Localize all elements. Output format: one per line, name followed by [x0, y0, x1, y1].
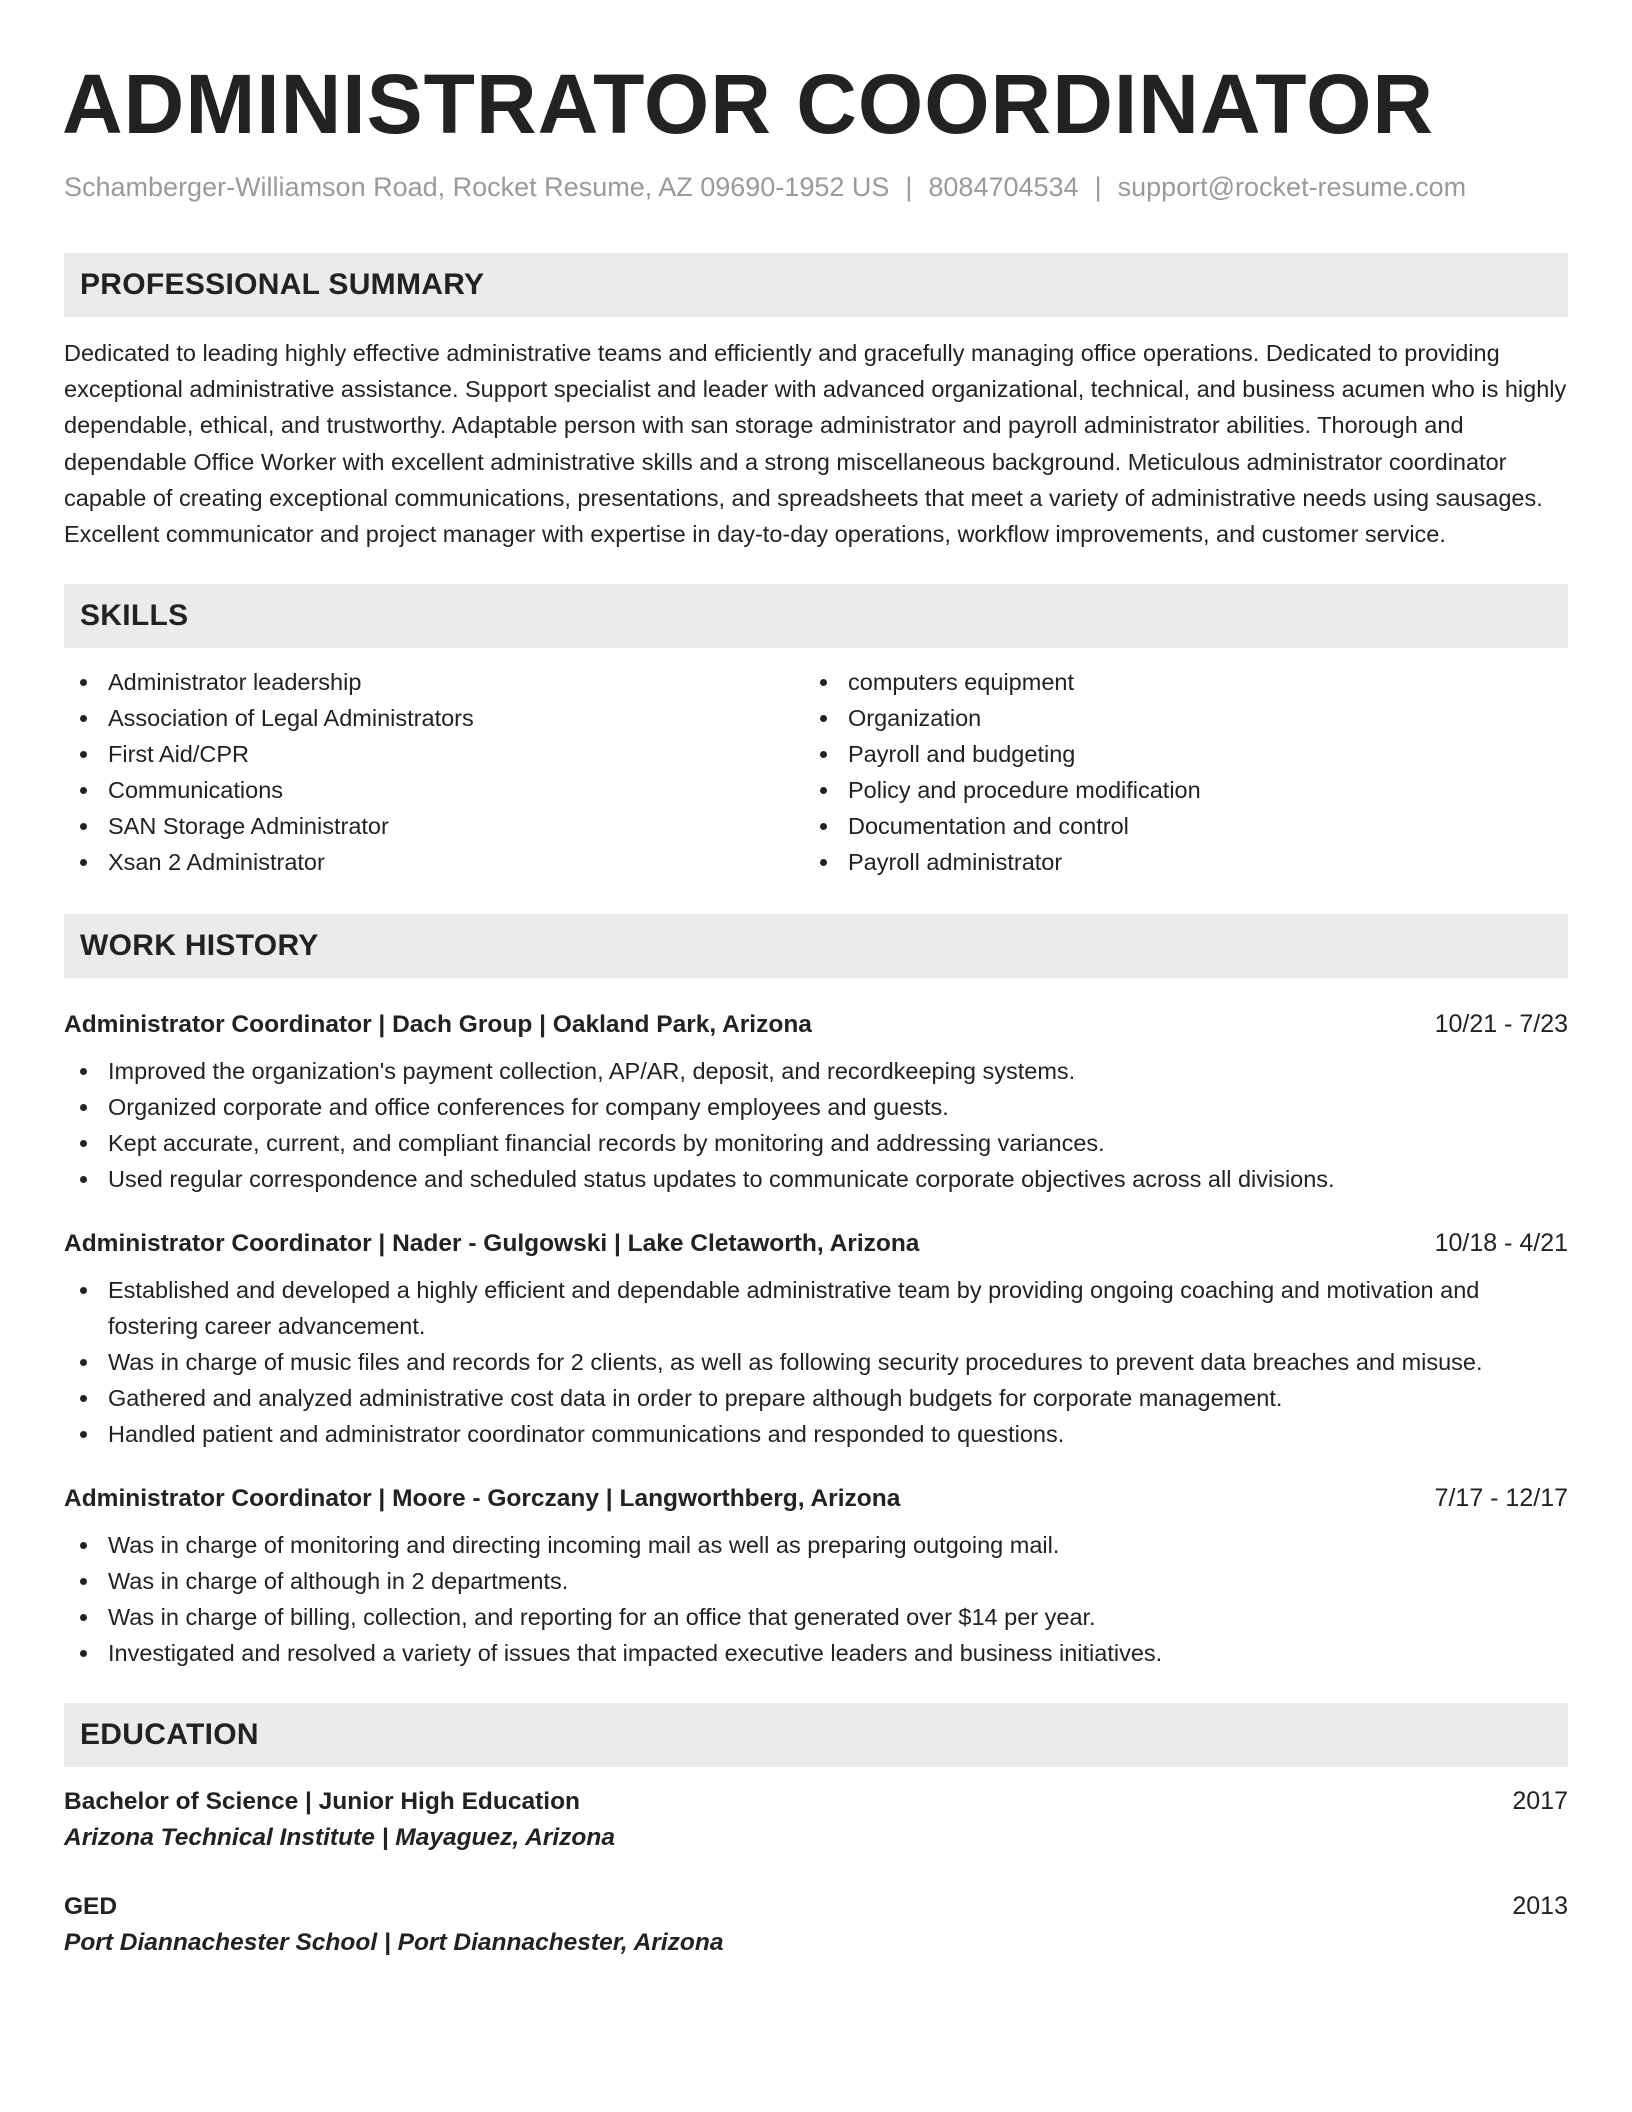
job-entry	[64, 1484, 1568, 1671]
job-heading-row	[64, 1229, 1568, 1258]
education-heading-row	[64, 1787, 1568, 1816]
contact-separator: |	[905, 172, 913, 202]
job-bullet: Used regular correspondence and scheduled status updates to communicate corporate objectives across all divisions.	[64, 1161, 1568, 1197]
job-bullet: Investigated and resolved a variety of issues that impacted executive leaders and business initiatives.	[64, 1635, 1568, 1671]
contact-email[interactable]: support@rocket-resume.com	[1117, 172, 1467, 202]
skill-item: First Aid/CPR	[64, 736, 804, 772]
contact-separator: |	[1094, 172, 1102, 202]
education-year: 2013	[1512, 1892, 1568, 1921]
section-header-education: EDUCATION	[64, 1703, 1568, 1767]
education-school: Arizona Technical Institute | Mayaguez, Arizona	[64, 1824, 615, 1852]
skills-column-left	[64, 664, 804, 880]
education-entry	[64, 1787, 1568, 1852]
skill-item: Organization	[804, 700, 1544, 736]
contact-address: Schamberger-Williamson Road, Rocket Resume, AZ 09690-1952 US	[64, 172, 890, 202]
job-bullet: Improved the organization's payment collection, AP/AR, deposit, and recordkeeping systems.	[64, 1053, 1568, 1089]
job-bullet: Gathered and analyzed administrative cost data in order to prepare although budgets for corporate management.	[64, 1380, 1568, 1416]
section-header-summary: PROFESSIONAL SUMMARY	[64, 253, 1568, 317]
job-dates: 10/18 - 4/21	[1434, 1229, 1568, 1258]
education-school: Port Diannachester School | Port Diannachester, Arizona	[64, 1929, 724, 1957]
job-bullet: Handled patient and administrator coordinator communications and responded to questions.	[64, 1416, 1568, 1452]
job-entry	[64, 1229, 1568, 1452]
education-degree: Bachelor of Science | Junior High Education	[64, 1788, 580, 1816]
skills-column-right	[804, 664, 1544, 880]
skill-item: Communications	[64, 772, 804, 808]
contact-phone: 8084704534	[928, 172, 1079, 202]
skill-item: SAN Storage Administrator	[64, 808, 804, 844]
job-title: Administrator Coordinator | Moore - Gorczany | Langworthberg, Arizona	[64, 1485, 901, 1513]
contact-line	[64, 172, 1568, 203]
job-heading-row	[64, 1010, 1568, 1039]
job-entry	[64, 1010, 1568, 1197]
skills-grid	[64, 664, 1568, 880]
job-dates: 10/21 - 7/23	[1434, 1010, 1568, 1039]
skill-item: Documentation and control	[804, 808, 1544, 844]
job-heading-row	[64, 1484, 1568, 1513]
skill-item: Payroll administrator	[804, 844, 1544, 880]
summary-text: Dedicated to leading highly effective administrative teams and efficiently and gracefully managing office operations. Dedicated to providing exceptional administrative assistance. Support specialist and leader with advanced organizational, technical, and business acumen who is highly dependable, ethical, and trustworthy. Adaptable person with san storage administrator and payroll administrator abilities. Thorough and dependable Office Worker with excellent administrative skills and a strong miscellaneous background. Meticulous administrator coordinator capable of creating exceptional communications, presentations, and spreadsheets that meet a variety of administrative needs using sausages. Excellent communicator and project manager with expertise in day-to-day operations, workflow improvements, and customer service.	[64, 340, 1567, 548]
skill-item: computers equipment	[804, 664, 1544, 700]
job-bullet: Was in charge of although in 2 departments.	[64, 1563, 1568, 1599]
job-bullets	[64, 1527, 1568, 1671]
section-header-skills: SKILLS	[64, 584, 1568, 648]
education-entry	[64, 1892, 1568, 1957]
education-year: 2017	[1512, 1787, 1568, 1816]
job-bullet: Was in charge of music files and records for 2 clients, as well as following security procedures to prevent data breaches and misuse.	[64, 1344, 1568, 1380]
education-heading-row	[64, 1892, 1568, 1921]
job-bullet: Kept accurate, current, and compliant financial records by monitoring and addressing variances.	[64, 1125, 1568, 1161]
skill-item: Policy and procedure modification	[804, 772, 1544, 808]
job-title: Administrator Coordinator | Nader - Gulgowski | Lake Cletaworth, Arizona	[64, 1230, 920, 1258]
education-degree: GED	[64, 1893, 118, 1921]
skill-item: Xsan 2 Administrator	[64, 844, 804, 880]
job-bullets	[64, 1272, 1568, 1452]
skill-item: Administrator leadership	[64, 664, 804, 700]
section-header-work-history: WORK HISTORY	[64, 914, 1568, 978]
job-bullet: Was in charge of monitoring and directing incoming mail as well as preparing outgoing mail.	[64, 1527, 1568, 1563]
job-bullet: Organized corporate and office conferences for company employees and guests.	[64, 1089, 1568, 1125]
job-bullet: Established and developed a highly efficient and dependable administrative team by providing ongoing coaching and motivation and fostering career advancement.	[64, 1272, 1568, 1344]
job-title: Administrator Coordinator | Dach Group | Oakland Park, Arizona	[64, 1011, 812, 1039]
skill-item: Payroll and budgeting	[804, 736, 1544, 772]
candidate-name: ADMINISTRATOR COORDINATOR	[62, 57, 1435, 151]
job-bullets	[64, 1053, 1568, 1197]
skill-item: Association of Legal Administrators	[64, 700, 804, 736]
job-bullet: Was in charge of billing, collection, and reporting for an office that generated over $14 per year.	[64, 1599, 1568, 1635]
job-dates: 7/17 - 12/17	[1434, 1484, 1568, 1513]
